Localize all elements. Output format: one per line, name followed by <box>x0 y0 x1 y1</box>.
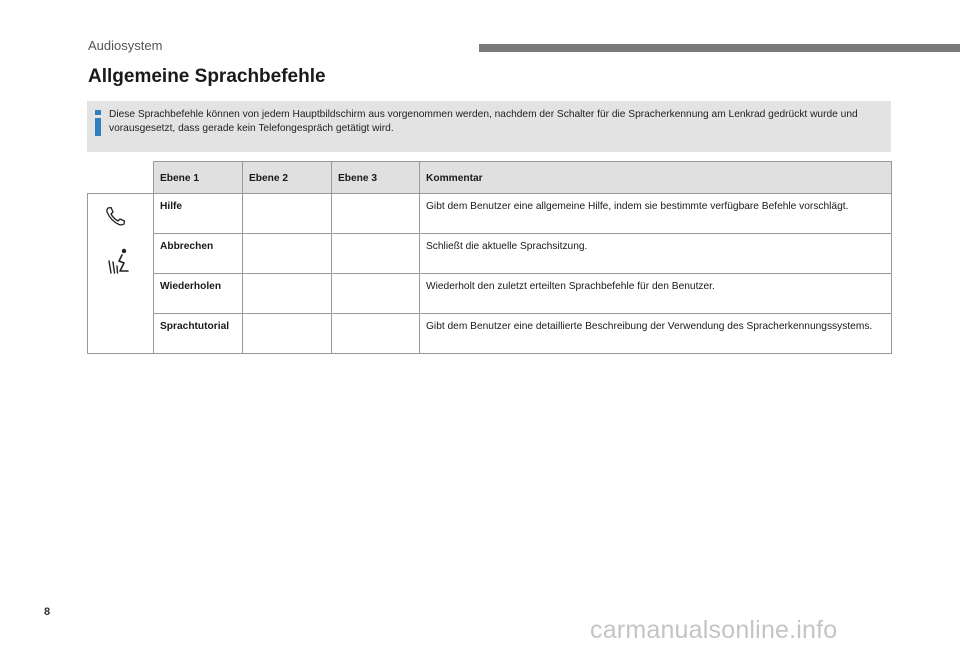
command-comment: Wiederholt den zuletzt erteilten Sprachbefehle für den Benutzer. <box>420 274 892 314</box>
voice-command-icon <box>107 247 133 277</box>
command-level2 <box>243 194 332 234</box>
voice-commands-table <box>87 161 892 354</box>
command-comment: Gibt dem Benutzer eine detaillierte Beschreibung der Verwendung des Spracherkennungssystems. <box>420 314 892 354</box>
page-number: 8 <box>44 606 51 618</box>
table-header-level3: Ebene 3 <box>332 162 420 194</box>
info-text: Diese Sprachbefehle können von jedem Hauptbildschirm aus vorgenommen werden, nachdem der Schalter für die Spracherkennung am Lenkrad gedrückt wurde und vorausgesetzt, dass gerade kein Telefongespräch getätigt wird. <box>109 109 858 134</box>
command-level3 <box>332 274 420 314</box>
command-level1: Sprachtutorial <box>154 314 243 354</box>
command-comment: Schließt die aktuelle Sprachsitzung. <box>420 234 892 274</box>
command-level3 <box>332 314 420 354</box>
table-row <box>88 274 892 314</box>
icons-cell <box>88 194 154 354</box>
table-header-comment: Kommentar <box>420 162 892 194</box>
page-title: Allgemeine Sprachbefehle <box>88 66 326 87</box>
table-row <box>88 234 892 274</box>
command-level2 <box>243 234 332 274</box>
table-row <box>88 314 892 354</box>
command-level3 <box>332 234 420 274</box>
command-level3 <box>332 194 420 234</box>
table-header-blank <box>88 162 154 194</box>
table-header-level2: Ebene 2 <box>243 162 332 194</box>
phone-icon <box>104 206 126 226</box>
watermark: carmanualsonline.info <box>590 616 838 644</box>
command-level1: Abbrechen <box>154 234 243 274</box>
command-level2 <box>243 274 332 314</box>
command-level2 <box>243 314 332 354</box>
command-level1: Wiederholen <box>154 274 243 314</box>
header-bar <box>479 44 960 52</box>
info-icon <box>95 110 102 136</box>
section-label: Audiosystem <box>88 38 163 53</box>
table-row <box>88 194 892 234</box>
table-header-level1: Ebene 1 <box>154 162 243 194</box>
command-comment: Gibt dem Benutzer eine allgemeine Hilfe, indem sie bestimmte verfügbare Befehle vorschlägt. <box>420 194 892 234</box>
table-header-row <box>88 162 892 194</box>
info-box <box>87 101 891 152</box>
command-level1: Hilfe <box>154 194 243 234</box>
